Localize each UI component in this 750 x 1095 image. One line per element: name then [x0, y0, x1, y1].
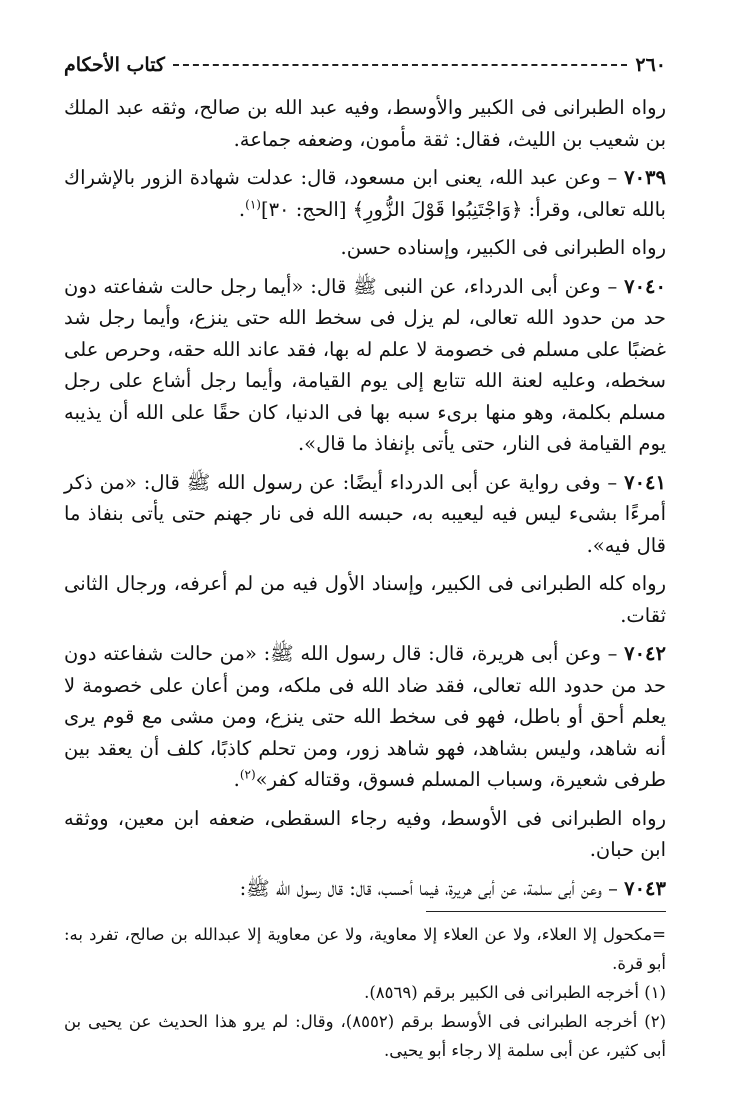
book-title: كتاب الأحكام — [64, 54, 165, 76]
footnotes — [64, 920, 666, 1065]
paragraph: رواه الطبرانى فى الكبير والأوسط، وفيه عبد الله بن صالح، وثقه عبد الملك بن شعيب بن الليث، فقال: ثقة مأمون، وضعفه جماعة. — [64, 96, 666, 151]
hadith-7043: ٧٠٤٣ – وعن أبى سلمة، عن أبى هريرة، فيما أحسب، قال: قال رسول الله ﷺ: — [239, 876, 666, 900]
footnote-continuation: =مكحول إلا العلاء، ولا عن العلاء إلا معاوية، ولا عن معاوية إلا عبدالله بن صالح، تفرد به: أبو قرة. — [64, 925, 666, 973]
hadith-number: ٧٠٣٩ — [624, 166, 666, 189]
hadith-number: ٧٠٤٢ — [624, 642, 666, 665]
hadith-number: ٧٠٤٣ — [624, 876, 666, 900]
paragraph: رواه الطبرانى فى الأوسط، وفيه رجاء السقطى، ضعفه ابن معين، ووثقه ابن حبان. — [64, 806, 666, 861]
footnote-ref[interactable]: (١) — [245, 197, 261, 211]
main-text — [64, 92, 666, 911]
footnote-1: (١) أخرجه الطبرانى فى الكبير برقم (٨٥٦٩). — [364, 983, 666, 1002]
paragraph: رواه الطبرانى فى الكبير، وإسناده حسن. — [340, 236, 666, 259]
hadith-number: ٧٠٤١ — [624, 470, 666, 494]
header-dashed-rule — [173, 64, 627, 66]
hadith-7039: ٧٠٣٩ – وعن عبد الله، يعنى ابن مسعود، قال: عدلت شهادة الزور بالإشراك بالله تعالى، وقرأ: ﴿وَاجْتَنِبُوا قَوْلَ الزُّورِ﴾ [الحج: ٣٠]$^{(١)}$. — [64, 166, 666, 221]
hadith-7040: ٧٠٤٠ – وعن أبى الدرداء، عن النبى ﷺ قال: «أيما رجل حالت شفاعته دون حد من حدود الله تعالى، لم يزل فى سخط الله حتى ينزع، وأيما رجل شد غضبًا على مسلم فى خصومة لا علم له بها، فقد عاند الله حقه، وحرص على سخطه، وعليه لعنة الله تتابع إلى يوم القيامة، وأيما رجل أشاع على رجل مسلم بكلمة، وهو منها برىء سبه بها فى الدنيا، كان حقًا على الله أن يذيبه يوم القيامة فى النار، حتى يأتى بإنفاذ ما قال». — [64, 274, 666, 455]
running-header — [64, 54, 666, 76]
hadith-number: ٧٠٤٠ — [624, 274, 666, 298]
paragraph: رواه كله الطبرانى فى الكبير، وإسناد الأول فيه من لم أعرفه، ورجال الثانى ثقات. — [64, 572, 666, 627]
footnote-2: (٢) أخرجه الطبرانى فى الأوسط برقم (٨٥٥٢)، وقال: لم يرو هذا الحديث عن يحيى بن أبى كثير، عن أبى سلمة إلا رجاء أبو يحيى. — [64, 1012, 666, 1060]
footnote-separator — [426, 911, 666, 912]
hadith-7041: ٧٠٤١ – وفى رواية عن أبى الدرداء أيضًا: عن رسول الله ﷺ قال: «من ذكر أمرءًا بشىء ليس فيه ليعيبه به، حبسه الله فى نار جهنم حتى يأتى بنفاذ ما قال فيه». — [64, 470, 666, 557]
hadith-7042: ٧٠٤٢ – وعن أبى هريرة، قال: قال رسول الله ﷺ: «من حالت شفاعته دون حد من حدود الله تعالى، فقد ضاد الله فى ملكه، ومن أعان على خصومة لا يعلم أحق أو باطل، فهو فى سخط الله حتى ينزع، ومن مشى مع قوم يرى أنه شاهد، وليس بشاهد، فهو شاهد زور، ومن تحلم كاذبًا، كلف أن يعقد بين طرفى شعيرة، وسباب المسلم فسوق، وقتاله كفر»$^{(٢)}$. — [64, 642, 666, 791]
footnote-ref[interactable]: (٢) — [239, 767, 256, 782]
page-number: ٢٦٠ — [635, 54, 666, 76]
